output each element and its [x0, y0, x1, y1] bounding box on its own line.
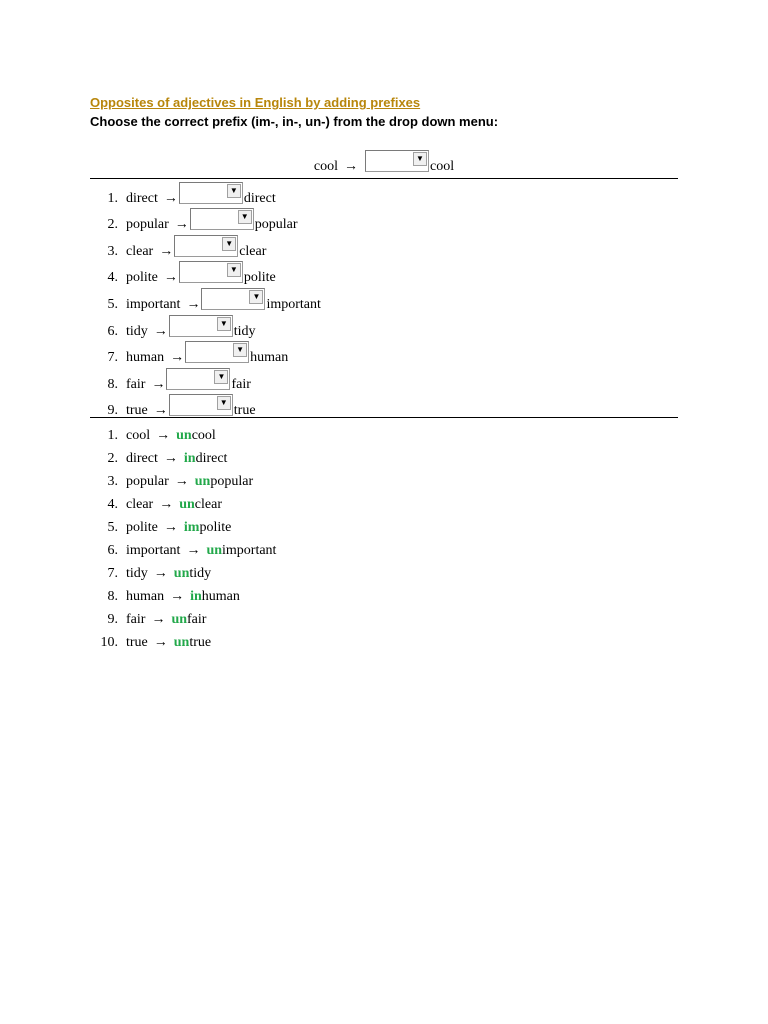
answer-item — [90, 447, 276, 470]
answer-number: 10. — [100, 635, 118, 651]
chevron-down-icon[interactable]: ▼ — [214, 370, 228, 384]
answer-word: fair — [126, 612, 146, 628]
answer-word: popular — [126, 473, 169, 489]
prefix-dropdown[interactable] — [185, 341, 249, 363]
arrow: → — [170, 350, 185, 366]
question-word: direct — [126, 190, 158, 206]
answer-item — [90, 563, 276, 586]
answer-prefix: un — [194, 473, 211, 489]
question-item — [90, 260, 321, 287]
question-number: 2. — [107, 217, 118, 233]
answer-number: 6. — [107, 543, 118, 559]
page-title: Opposites of adjectives in English by adding prefixes — [90, 95, 421, 110]
answer-stem: true — [189, 635, 212, 651]
example-row — [0, 151, 768, 175]
answer-prefix: im — [183, 519, 200, 535]
answer-number: 3. — [107, 473, 118, 489]
question-item — [90, 340, 321, 367]
prefix-dropdown[interactable] — [179, 182, 243, 204]
divider-top — [90, 178, 678, 179]
question-word: true — [126, 403, 148, 419]
question-item — [90, 393, 321, 420]
prefix-dropdown[interactable] — [174, 235, 238, 257]
question-word: clear — [126, 243, 154, 259]
chevron-down-icon[interactable]: ▼ — [238, 210, 252, 224]
question-item — [90, 313, 321, 340]
answer-item — [90, 609, 276, 632]
answer-prefix: in — [190, 589, 202, 605]
answer-stem: direct — [195, 450, 228, 466]
arrow: → — [163, 519, 178, 535]
question-number: 9. — [107, 403, 118, 419]
answer-word: human — [126, 589, 165, 605]
answer-number: 7. — [107, 566, 118, 582]
question-number: 8. — [107, 376, 118, 392]
answer-prefix: in — [183, 450, 196, 466]
answer-number: 8. — [107, 589, 118, 605]
question-word: important — [126, 296, 181, 312]
answer-prefix: un — [179, 496, 195, 512]
prefix-dropdown[interactable] — [169, 394, 233, 416]
example-word: cool — [313, 159, 338, 174]
question-word: polite — [126, 270, 158, 286]
answer-word: important — [126, 543, 181, 559]
chevron-down-icon[interactable]: ▼ — [227, 263, 241, 277]
arrow: → — [159, 243, 174, 259]
arrow: → — [344, 159, 358, 174]
answer-item — [90, 493, 276, 516]
arrow: → — [163, 450, 178, 466]
chevron-down-icon[interactable]: ▼ — [233, 343, 247, 357]
question-number: 6. — [107, 323, 118, 339]
question-word: tidy — [126, 323, 148, 339]
answer-word: polite — [126, 519, 158, 535]
arrow: → — [159, 496, 174, 512]
answer-item — [90, 470, 276, 493]
divider-middle — [90, 417, 678, 418]
answer-number: 4. — [107, 496, 118, 512]
chevron-down-icon[interactable]: ▼ — [249, 290, 263, 304]
question-number: 1. — [107, 190, 118, 206]
question-stem: important — [266, 296, 321, 312]
arrow: → — [151, 612, 166, 628]
chevron-down-icon[interactable]: ▼ — [222, 237, 236, 251]
arrow: → — [153, 323, 168, 339]
question-word: human — [126, 350, 165, 366]
question-word: fair — [126, 376, 146, 392]
question-list — [90, 180, 321, 419]
question-stem: tidy — [233, 323, 256, 339]
prefix-dropdown[interactable] — [166, 368, 230, 390]
question-stem: popular — [254, 217, 298, 233]
answer-number: 5. — [107, 519, 118, 535]
prefix-dropdown[interactable] — [169, 315, 233, 337]
question-item — [90, 180, 321, 207]
example-stem: cool — [430, 159, 455, 174]
answer-stem: polite — [199, 519, 232, 535]
answer-prefix: un — [173, 635, 190, 651]
chevron-down-icon[interactable]: ▼ — [413, 152, 427, 166]
question-stem: fair — [231, 376, 251, 392]
answer-prefix: un — [176, 427, 192, 443]
question-number: 5. — [107, 296, 118, 312]
example-prefix-dropdown[interactable] — [365, 150, 429, 172]
answer-word: tidy — [126, 566, 148, 582]
question-item — [90, 366, 321, 393]
answer-stem: cool — [191, 427, 216, 443]
question-stem: polite — [243, 270, 276, 286]
arrow: → — [156, 427, 171, 443]
answer-stem: clear — [194, 496, 222, 512]
arrow: → — [174, 217, 189, 233]
question-number: 3. — [107, 243, 118, 259]
question-stem: true — [233, 403, 256, 419]
arrow: → — [163, 190, 178, 206]
answer-word: true — [126, 635, 148, 651]
answer-item — [90, 516, 276, 539]
answer-number: 2. — [107, 450, 118, 466]
question-number: 4. — [107, 270, 118, 286]
question-stem: direct — [243, 190, 276, 206]
answer-item — [90, 586, 276, 609]
answer-word: direct — [126, 450, 158, 466]
answer-stem: fair — [187, 612, 207, 628]
answer-stem: tidy — [189, 566, 212, 582]
arrow: → — [153, 403, 168, 419]
arrow: → — [186, 543, 201, 559]
question-number: 7. — [107, 350, 118, 366]
answer-list — [90, 424, 276, 655]
answer-number: 9. — [107, 612, 118, 628]
arrow: → — [186, 296, 201, 312]
answer-stem: human — [201, 589, 240, 605]
answer-stem: important — [222, 543, 277, 559]
question-stem: clear — [239, 243, 267, 259]
arrow: → — [153, 635, 168, 651]
answer-stem: popular — [210, 473, 254, 489]
question-item — [90, 207, 321, 234]
answer-prefix: un — [173, 566, 190, 582]
arrow: → — [163, 270, 178, 286]
chevron-down-icon[interactable]: ▼ — [217, 396, 231, 410]
instruction-text: Choose the correct prefix (im-, in-, un-) from the drop down menu: — [90, 114, 499, 129]
answer-word: clear — [126, 496, 154, 512]
answer-item — [90, 632, 276, 655]
question-word: popular — [126, 217, 169, 233]
question-stem: human — [250, 350, 289, 366]
answer-item — [90, 424, 276, 447]
answer-prefix: un — [206, 543, 223, 559]
answer-prefix: un — [171, 612, 188, 628]
chevron-down-icon[interactable]: ▼ — [227, 184, 241, 198]
answer-word: cool — [126, 427, 151, 443]
chevron-down-icon[interactable]: ▼ — [217, 317, 231, 331]
answer-item — [90, 539, 276, 562]
question-item — [90, 286, 321, 313]
arrow: → — [174, 473, 189, 489]
prefix-dropdown[interactable] — [190, 208, 254, 230]
arrow: → — [153, 566, 168, 582]
prefix-dropdown[interactable] — [201, 288, 265, 310]
arrow: → — [151, 376, 166, 392]
arrow: → — [170, 589, 185, 605]
question-item — [90, 233, 321, 260]
prefix-dropdown[interactable] — [179, 261, 243, 283]
answer-number: 1. — [107, 427, 118, 443]
